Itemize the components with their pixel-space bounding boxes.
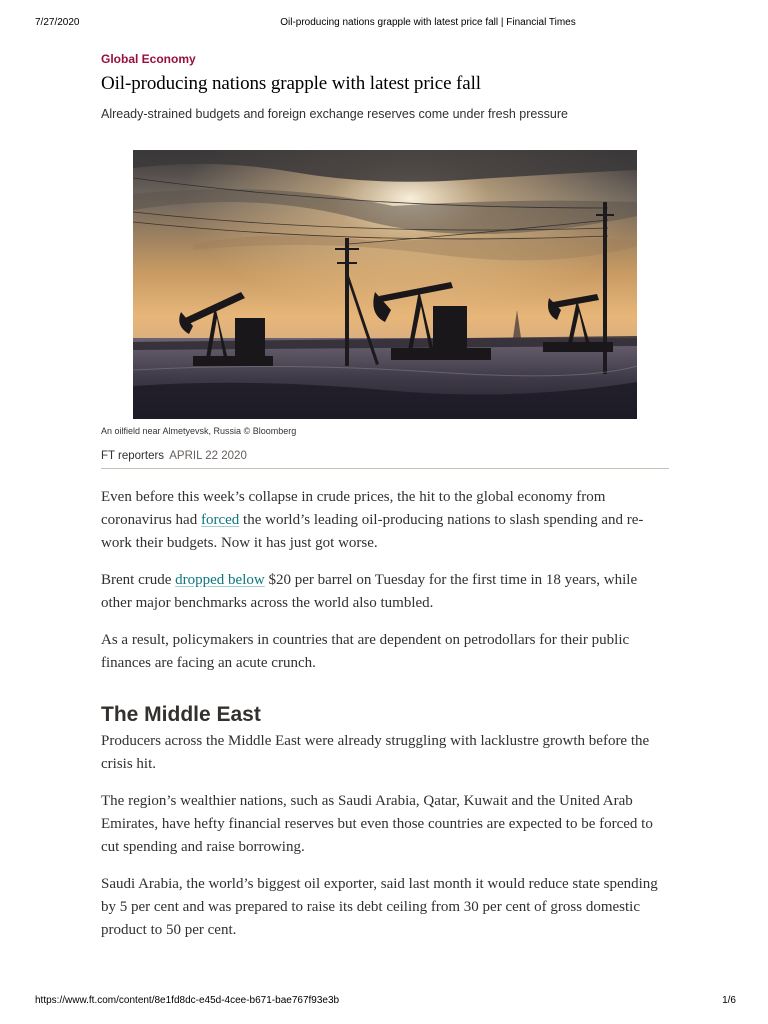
print-date: 7/27/2020	[35, 17, 80, 28]
print-page-title: Oil-producing nations grapple with latest price fall | Financial Times	[280, 17, 576, 28]
standfirst: Already-strained budgets and foreign exchange reserves come under fresh pressure	[101, 107, 568, 121]
byline-author[interactable]: FT reporters	[101, 450, 165, 462]
print-header	[0, 17, 768, 31]
subheading: The Middle East	[101, 703, 261, 726]
link-forced[interactable]: forced	[200, 512, 240, 528]
link-dropped-below[interactable]: dropped below	[175, 572, 265, 588]
article-body	[101, 486, 669, 942]
article	[101, 52, 669, 956]
paragraph-text: Brent crude	[101, 572, 176, 588]
paragraph-text: the world’s leading oil-producing nations to slash spending and re-work their budgets. Now it has just got worse.	[101, 512, 644, 551]
byline-date: APRIL 22 2020	[169, 450, 247, 462]
paragraph: As a result, policymakers in countries that are dependent on petrodollars for their public finances are facing an acute crunch.	[101, 632, 630, 671]
print-url: https://www.ft.com/content/8e1fd8dc-e45d-4cee-b671-bae767f93e3b	[35, 995, 340, 1006]
section-tag[interactable]: Global Economy	[101, 52, 196, 66]
paragraph	[101, 486, 669, 555]
paragraph-text: Even before this week’s collapse in crude prices, the hit to the global economy from coronavirus had	[101, 489, 606, 528]
article-image	[133, 150, 637, 419]
byline	[101, 450, 669, 469]
paragraph	[101, 569, 669, 615]
paragraph: Saudi Arabia, the world’s biggest oil exporter, said last month it would reduce state spending by 5 per cent and was prepared to raise its debt ceiling from 30 per cent of gross domestic product to 50 per cent.	[101, 876, 658, 938]
paragraph: Producers across the Middle East were already struggling with lacklustre growth before the crisis hit.	[101, 733, 650, 772]
headline: Oil-producing nations grapple with latest price fall	[101, 73, 481, 94]
image-caption: An oilfield near Almetyevsk, Russia © Bloomberg	[101, 426, 297, 436]
paragraph: The region’s wealthier nations, such as Saudi Arabia, Qatar, Kuwait and the United Arab Emirates, have hefty financial reserves but even those countries are expected to be forced to cut spending and raise borrowing.	[101, 793, 653, 855]
paragraph-text: $20 per barrel on Tuesday for the first time in 18 years, while other major benchmarks across the world also tumbled.	[101, 572, 638, 611]
page-number: 1/6	[722, 995, 736, 1006]
oilfield-photo	[133, 150, 637, 419]
